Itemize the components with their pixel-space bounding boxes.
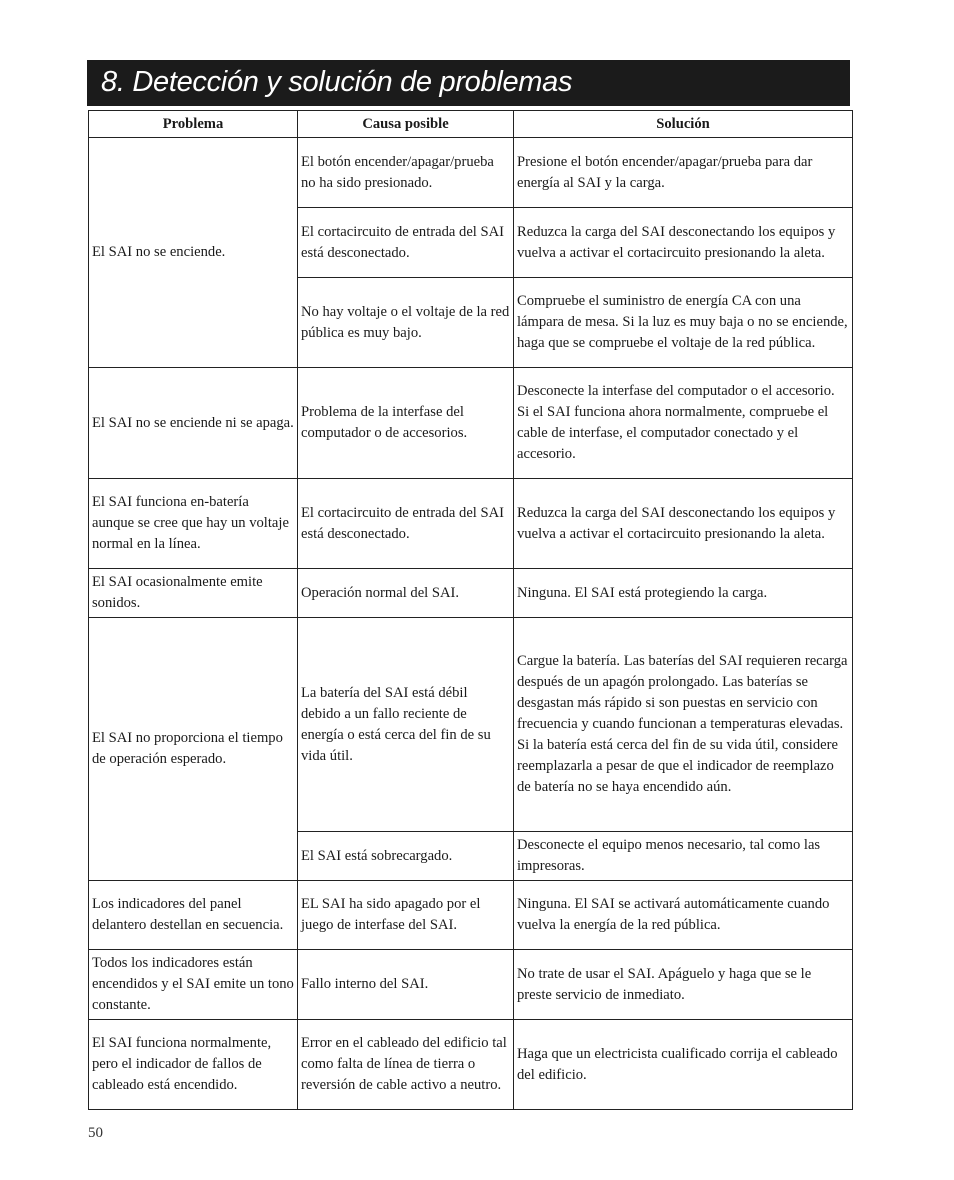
table-row: [89, 569, 853, 618]
table-header-row: [89, 111, 853, 138]
solution-cell: Presione el botón encender/apagar/prueba para dar energía al SAI y la carga.: [514, 138, 853, 208]
table-row: [89, 368, 853, 479]
solution-cell: Compruebe el suministro de energía CA con una lámpara de mesa. Si la luz es muy baja o no se enciende, haga que se compruebe el voltaje de la red pública.: [514, 278, 853, 368]
cause-cell: El cortacircuito de entrada del SAI está desconectado.: [298, 208, 514, 278]
page-number: 50: [88, 1125, 103, 1141]
cause-cell: El botón encender/apagar/prueba no ha sido presionado.: [298, 138, 514, 208]
cause-cell: La batería del SAI está débil debido a un fallo reciente de energía o está cerca del fin de su vida útil.: [298, 618, 514, 832]
cause-cell: Fallo interno del SAI.: [298, 950, 514, 1020]
solution-cell: Ninguna. El SAI está protegiendo la carga.: [514, 569, 853, 618]
problem-cell: El SAI funciona en-batería aunque se cree que hay un voltaje normal en la línea.: [89, 479, 298, 569]
cause-cell: El SAI está sobrecargado.: [298, 832, 514, 881]
header-problem: Problema: [89, 111, 298, 138]
solution-cell: Reduzca la carga del SAI desconectando los equipos y vuelva a activar el cortacircuito presionando la aleta.: [514, 208, 853, 278]
cause-cell: No hay voltaje o el voltaje de la red pública es muy bajo.: [298, 278, 514, 368]
cause-cell: Problema de la interfase del computador o de accesorios.: [298, 368, 514, 479]
header-solution: Solución: [514, 111, 853, 138]
problem-cell: El SAI ocasionalmente emite sonidos.: [89, 569, 298, 618]
problem-cell: El SAI no proporciona el tiempo de operación esperado.: [89, 618, 298, 881]
cause-cell: El cortacircuito de entrada del SAI está desconectado.: [298, 479, 514, 569]
header-cause: Causa posible: [298, 111, 514, 138]
table-row: [89, 950, 853, 1020]
section-title: 8. Detección y solución de problemas: [101, 66, 573, 98]
cause-cell: Error en el cableado del edificio tal como falta de línea de tierra o reversión de cable activo a neutro.: [298, 1020, 514, 1110]
solution-cell: No trate de usar el SAI. Apáguelo y haga que se le preste servicio de inmediato.: [514, 950, 853, 1020]
solution-cell: Haga que un electricista cualificado corrija el cableado del edificio.: [514, 1020, 853, 1110]
table-row: [89, 881, 853, 950]
table-row: [89, 1020, 853, 1110]
table-row: [89, 618, 853, 832]
solution-cell: Desconecte la interfase del computador o el accesorio. Si el SAI funciona ahora normalmente, compruebe el cable de interfase, el computador conectado y el accesorio.: [514, 368, 853, 479]
solution-cell: Cargue la batería. Las baterías del SAI requieren recarga después de un apagón prolongado. Las baterías se desgastan más rápido si son puestas en servicio con frecuencia y cuando funcionan a temperaturas elevadas. Si la batería está cerca del fin de su vida útil, considere reemplazarla a pesar de que el indicador de reemplazo de batería no se haya encendido aún.: [514, 618, 853, 832]
problem-cell: Todos los indicadores están encendidos y el SAI emite un tono constante.: [89, 950, 298, 1020]
problem-cell: El SAI no se enciende.: [89, 138, 298, 368]
table-row: [89, 138, 853, 208]
solution-cell: Desconecte el equipo menos necesario, tal como las impresoras.: [514, 832, 853, 881]
problem-cell: El SAI no se enciende ni se apaga.: [89, 368, 298, 479]
table-row: [89, 479, 853, 569]
problem-cell: El SAI funciona normalmente, pero el indicador de fallos de cableado está encendido.: [89, 1020, 298, 1110]
problem-cell: Los indicadores del panel delantero destellan en secuencia.: [89, 881, 298, 950]
section-title-bar: [87, 60, 850, 106]
troubleshooting-table: [88, 110, 853, 1110]
cause-cell: Operación normal del SAI.: [298, 569, 514, 618]
solution-cell: Ninguna. El SAI se activará automáticamente cuando vuelva la energía de la red pública.: [514, 881, 853, 950]
cause-cell: EL SAI ha sido apagado por el juego de interfase del SAI.: [298, 881, 514, 950]
solution-cell: Reduzca la carga del SAI desconectando los equipos y vuelva a activar el cortacircuito presionando la aleta.: [514, 479, 853, 569]
